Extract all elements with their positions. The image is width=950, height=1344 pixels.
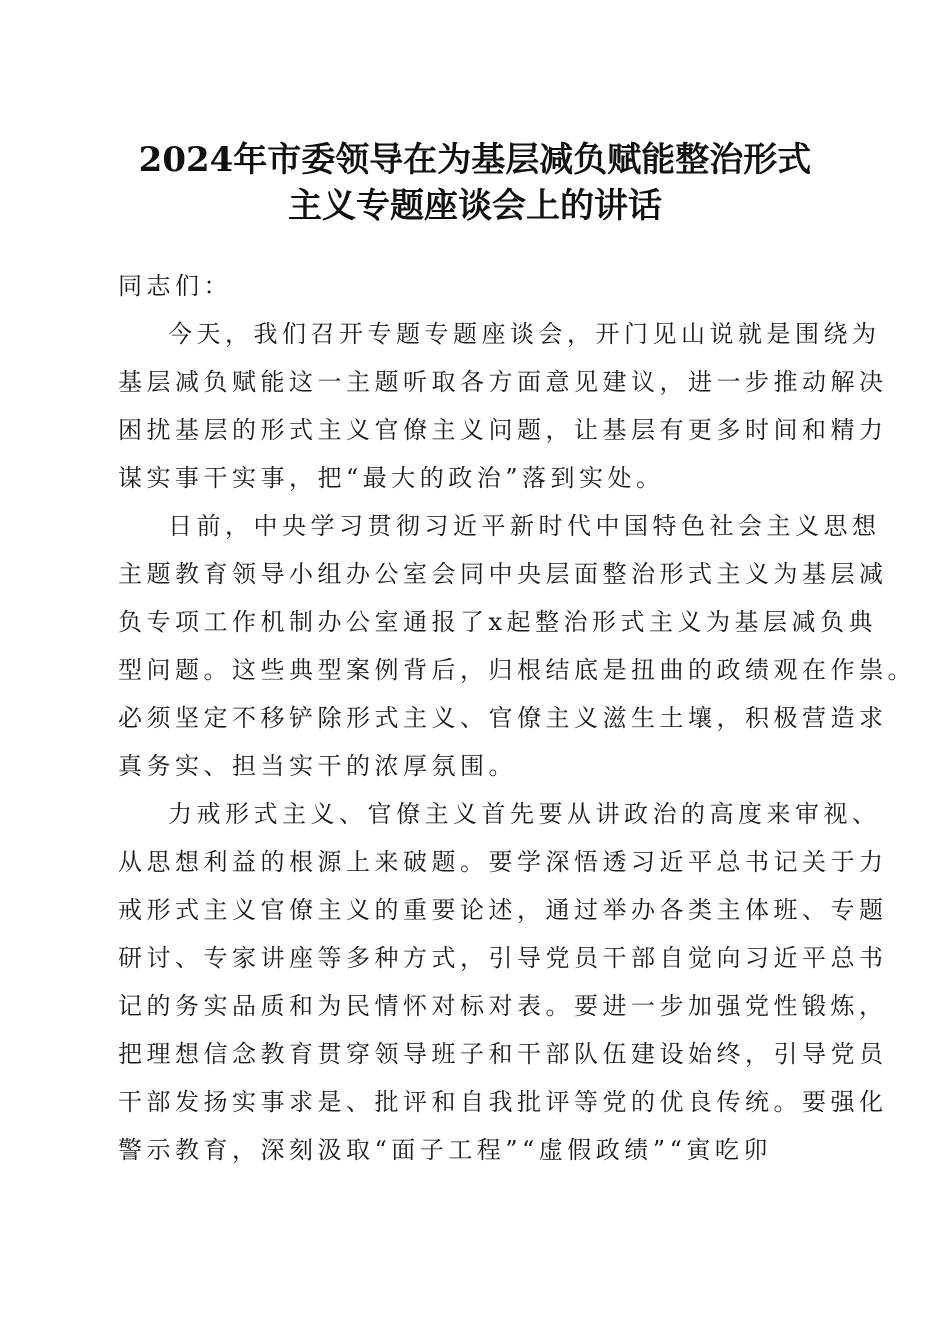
paragraph-line: 警示教育，深刻汲取“面子工程”“虚假政绩”“寅吃卯 (118, 1136, 772, 1164)
paragraph-line: 把理想信念教育贯穿领导班子和干部队伍建设始终，引导党员 (118, 1040, 888, 1068)
document-title-line-2: 主义专题座谈会上的讲话 (288, 186, 662, 226)
document-title-line-1: 2024年市委领导在为基层减负赋能整治形式 (138, 140, 812, 180)
paragraph-line: 研讨、专家讲座等多种方式，引导党员干部自觉向习近平总书 (118, 944, 888, 972)
paragraph-line: 困扰基层的形式主义官僚主义问题，让基层有更多时间和精力 (118, 416, 888, 444)
salutation: 同志们： (118, 272, 232, 300)
paragraph-line: 戒形式主义官僚主义的重要论述，通过举办各类主体班、专题 (118, 896, 888, 924)
paragraph-line: 力戒形式主义、官僚主义首先要从讲政治的高度来审视、 (168, 800, 881, 828)
paragraph-line: 从思想利益的根源上来破题。要学深悟透习近平总书记关于力 (118, 848, 888, 876)
paragraph-line: 真务实、担当实干的浓厚氛围。 (118, 752, 517, 780)
paragraph-2 (118, 502, 916, 790)
document-body (118, 262, 916, 1174)
paragraph-line: 记的务实品质和为民情怀对标对表。要进一步加强党性锻炼， (118, 992, 888, 1020)
paragraph-line: 干部发扬实事求是、批评和自我批评等党的优良传统。要强化 (118, 1088, 888, 1116)
paragraph-line: 基层减负赋能这一主题听取各方面意见建议，进一步推动解决 (118, 368, 888, 396)
paragraph-line: 型问题。这些典型案例背后，归根结底是扭曲的政绩观在作祟。 (118, 656, 916, 684)
paragraph-1 (118, 310, 888, 502)
paragraph-line: 日前，中央学习贯彻习近平新时代中国特色社会主义思想 (168, 512, 881, 540)
paragraph-line: 谋实事干实事，把“最大的政治”落到实处。 (118, 464, 665, 492)
paragraph-3 (118, 790, 888, 1174)
paragraph-line: 今天，我们召开专题专题座谈会，开门见山说就是围绕为 (168, 320, 881, 348)
paragraph-line: 必须坚定不移铲除形式主义、官僚主义滋生土壤，积极营造求 (118, 704, 888, 732)
paragraph-line: 负专项工作机制办公室通报了x起整治形式主义为基层减负典 (118, 608, 878, 636)
paragraph-line: 主题教育领导小组办公室会同中央层面整治形式主义为基层减 (118, 560, 888, 588)
